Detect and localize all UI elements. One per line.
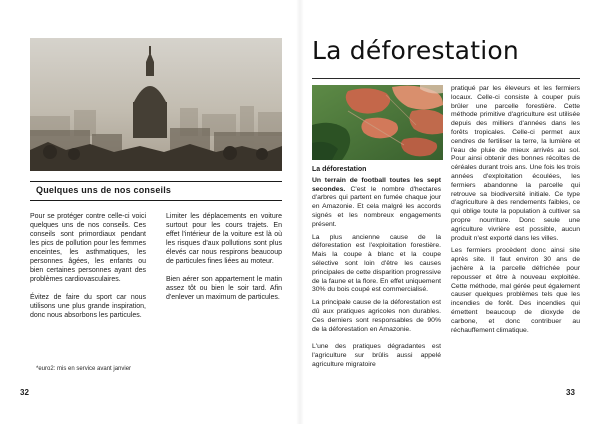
paragraph: L'une des pratiques dégradantes est l'agriculture sur brûlis aussi appelé agriculture migratoire: [312, 343, 441, 368]
page-title: La déforestation: [312, 36, 519, 65]
left-section-heading: Quelques uns de nos conseils: [36, 185, 172, 195]
page-number-right: 33: [566, 388, 575, 397]
right-text-column-1: [312, 166, 441, 374]
page-number-left: 32: [20, 388, 29, 397]
right-text-column-2: [451, 85, 580, 339]
paragraph: Évitez de faire du sport car nous utilisons une plus grande inspiration, donc nous absorbons les particules.: [30, 294, 146, 319]
paragraph: Bien aérer son appartement le matin assez tôt ou bien le soir tard. Afin d'enlever un maximum de particules.: [166, 276, 282, 301]
article-mini-heading: La déforestation: [312, 166, 367, 173]
paragraph: Limiter les déplacements en voiture surtout pour les cours trajets. En effet l'intérieur de la voiture est là où les risques d'aux pollutions sont plus élevés car nous respirons beaucoup de particules fines liées au moteur.: [166, 213, 282, 265]
deforestation-photo: [312, 85, 443, 160]
left-heading-rule-bottom: [30, 200, 282, 201]
paragraph: La principale cause de la déforestation est dû aux pratiques agricoles non durables. Ces derniers sont responsables de 90% de la déforestation en Amazonie.: [312, 299, 441, 333]
lead-rest: C'est le nombre d'hectares d'arbres qui partent en fumée chaque jour en Amazonie. Et cela malgré les accords signés et les nombreux engagements présent.: [312, 185, 441, 228]
lead-paragraph: [312, 177, 441, 230]
smog-city-photo: [30, 38, 282, 171]
paragraph: Pour se protéger contre celle-ci voici quelques uns de nos conseils. Ces conseils sont primordiaux pendant les pics de pollution pour les femmes enceintes, les asthmatiques, les personnes âgées, les enfants ou bien certaines personnes ayant des problèmes cardiovasculaires.: [30, 213, 146, 283]
footnote: *euro2: mis en service avant janvier: [36, 366, 132, 372]
paragraph: Les fermiers procèdent donc ainsi site après site. Il faut environ 30 ans de jachère à la parcelle défrichée pour repousser et être à nouveau exploitée. Cette méthode, mal gérée peut également causer quelques problèmes tels que les incendies de forêt. Des incendies qui émettent beaucoup de dioxyde de carbone, et donc contribuer au réchauffement climatique.: [451, 247, 580, 334]
paragraph: pratiqué par les éleveurs et les fermiers locaux. Celle-ci consiste à couper puis brûler une parcelle forestière. Cette méthode primitive d'agriculture est utilisée depuis des milliers d'années dans les forêts tropicales. Celle-ci permet aux cendres de fertiliser la terre, la lumière et l'eau de pluie de mieux arrivés au sol. Pour ainsi obtenir des bonnes récoltes de céréales durant trois ans. Une fois les trois années d'exploitation écoulées, les fermiers abandonne la parcelle qui retrouve sa biodiversité initiale. Ce type d'agriculture à des rendements faibles, ce qui oblige toute la population à cultiver sa propre nourriture. Donc seule une agriculture vivrière est possible, aucun produit n'est exporté dans les villes.: [451, 85, 580, 242]
title-underline-rule: [312, 78, 580, 79]
paragraph: La plus ancienne cause de la déforestation est l'exploitation forestière. Mais la coupe à blanc et la coupe sélective sont loin d'être les causes principales de cette disparition progressive de la faune et la flore. En effet uniquement 30% du bois coupé est commercialisé.: [312, 233, 441, 294]
page-spine-divider: [296, 0, 304, 424]
left-text-column-1: [30, 212, 146, 329]
left-text-column-2: [166, 212, 282, 311]
lead-bold: Un terrain de football toutes les sept secondes.: [312, 176, 441, 193]
left-heading-rule-top: [30, 181, 282, 182]
